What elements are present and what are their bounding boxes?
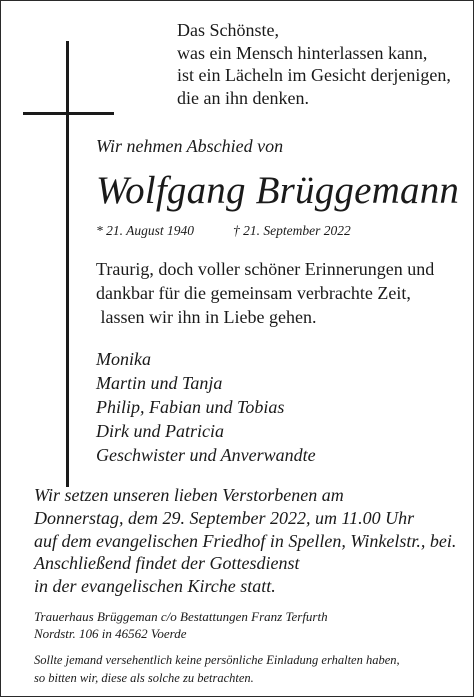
farewell-line: Traurig, doch voller schöner Erinnerungen und	[96, 259, 435, 279]
poem-line: die an ihn denken.	[177, 87, 309, 108]
intro-text: Wir nehmen Abschied von	[96, 136, 284, 156]
address-line: Nordstr. 106 in 46562 Voerde	[34, 626, 187, 641]
cross-icon-vertical	[66, 41, 69, 487]
family-member: Dirk und Patricia	[96, 421, 224, 441]
funeral-line: Wir setzen unseren lieben Verstorbenen am	[34, 485, 344, 505]
farewell-line: lassen wir ihn in Liebe gehen.	[96, 307, 317, 327]
farewell-line: dankbar für die gemeinsam verbrachte Zeit,	[96, 283, 411, 303]
farewell-text	[96, 257, 434, 329]
family-member: Martin und Tanja	[96, 373, 223, 393]
family-member: Philip, Fabian und Tobias	[96, 397, 285, 417]
invitation-note	[34, 651, 400, 687]
deceased-name: Wolfgang Brüggemann	[96, 169, 460, 212]
funeral-line: Anschließend findet der Gottesdienst	[34, 553, 300, 574]
poem-line: was ein Mensch hinterlassen kann,	[177, 42, 428, 63]
family-member: Geschwister und Anverwandte	[96, 445, 316, 465]
poem-line: ist ein Lächeln im Gesicht derjenigen,	[177, 65, 451, 85]
family-member: Monika	[96, 349, 151, 369]
family-list	[96, 347, 316, 467]
funeral-line: in der evangelischen Kirche statt.	[34, 576, 276, 597]
birth-date: * 21. August 1940	[96, 223, 195, 238]
cross-icon-horizontal	[23, 112, 114, 115]
poem	[177, 19, 451, 109]
poem-line: Das Schönste,	[177, 20, 279, 40]
funeral-line: Donnerstag, dem 29. September 2022, um 11.00 Uhr	[34, 507, 415, 528]
funeral-home-address	[34, 608, 328, 642]
death-date: † 21. September 2022	[233, 223, 351, 238]
funeral-line: auf dem evangelischen Friedhof in Spellen, Winkelstr., bei.	[34, 530, 457, 551]
note-line: so bitten wir, diese als solche zu betrachten.	[34, 671, 254, 685]
address-line: Trauerhaus Brüggeman c/o Bestattungen Franz Terfurth	[34, 609, 328, 624]
note-line: Sollte jemand versehentlich keine persönliche Einladung erhalten haben,	[34, 653, 400, 667]
funeral-details	[34, 484, 456, 598]
